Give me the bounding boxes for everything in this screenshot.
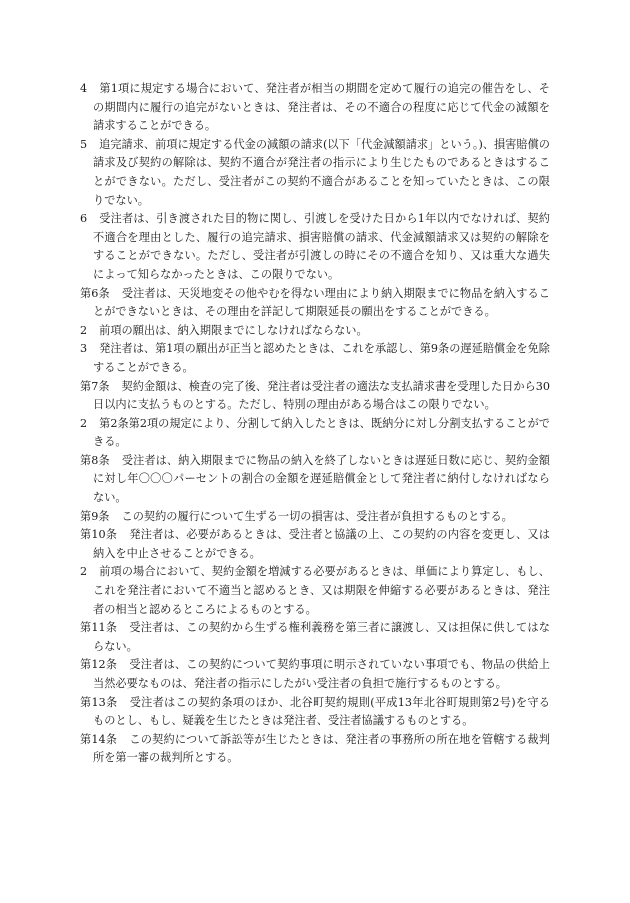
article-text: 受注者は、この契約について契約事項に明示されていない事項でも、物品の供給上当然必要なものは、発注者の指示にしたがい受注者の負担で施行するものとする。 [93, 658, 550, 690]
article-14 [80, 731, 550, 768]
article-7-paragraph-2 [80, 415, 550, 452]
paragraph-number: 2 [80, 565, 88, 579]
article-text: この契約について訴訟等が生じたときは、発注者の事務所の所在地を管轄する裁判所を第一審の裁判所とする。 [93, 732, 550, 765]
article-text: この契約の履行について生ずる一切の損害は、受注者が負担するものとする。 [121, 509, 513, 523]
article-9 [80, 508, 550, 527]
article-10 [80, 526, 550, 563]
article-number: 第14条 [80, 732, 118, 746]
article-text: 受注者はこの契約条項のほか、北谷町契約規則(平成13年北谷町規則第2号)を守るものとし、もし、疑義を生じたときは発注者、受注者協議するものとする。 [93, 695, 550, 728]
contract-document-page [80, 80, 550, 768]
paragraph-text: 前項の願出は、納入期限までにしなければならない。 [99, 323, 368, 337]
paragraph-4 [80, 80, 550, 136]
article-text: 受注者は、この契約から生ずる権利義務を第三者に譲渡し、又は担保に供してはならない。 [93, 621, 550, 653]
article-number: 第6条 [80, 286, 110, 300]
paragraph-6 [80, 210, 550, 284]
article-number: 第12条 [80, 658, 118, 672]
article-7 [80, 378, 550, 415]
article-13 [80, 694, 550, 731]
article-text: 受注者は、天災地変その他やむを得ない理由により納入期限までに物品を納入することができないときは、その理由を詳記して期限延長の願出をすることができる。 [93, 286, 550, 319]
article-number: 第9条 [80, 509, 110, 523]
paragraph-text: 第2条第2項の規定により、分割して納入したときは、既納分に対し分割支払することができる。 [93, 416, 550, 449]
article-number: 第13条 [80, 695, 118, 709]
article-8 [80, 452, 550, 508]
paragraph-number: 3 [80, 342, 88, 356]
article-12 [80, 656, 550, 693]
article-text: 契約金額は、検査の完了後、発注者は受注者の適法な支払請求書を受理した日から30日以内に支払うものとする。ただし、特別の理由がある場合はこの限りでない。 [93, 379, 550, 412]
paragraph-text: 第1項に規定する場合において、発注者が相当の期間を定めて履行の追完の催告をし、その期間内に履行の追完がないときは、発注者は、その不適合の程度に応じて代金の減額を請求することができる。 [93, 82, 550, 133]
paragraph-number: 2 [80, 416, 88, 430]
paragraph-number: 2 [80, 323, 88, 337]
article-6-paragraph-2 [80, 322, 550, 341]
paragraph-text: 受注者は、引き渡された目的物に関し、引渡しを受けた日から1年以内でなければ、契約不適合を理由とした、履行の追完請求、損害賠償の請求、代金減額請求又は契約の解除をすることができない。ただし、受注者が引渡しの時にその不適合を知り、又は重大な過失によって知らなかったときは、この限りでない。 [93, 212, 550, 281]
paragraph-text: 追完請求、前項に規定する代金の減額の請求(以下「代金減額請求」という。)、損害賠償の請求及び契約の解除は、契約不適合が発注者の指示により生じたものであるときはすることができない。ただし、受注者がこの契約不適合があることを知っていたときは、この限りでない。 [93, 137, 550, 207]
article-6-paragraph-3 [80, 340, 550, 377]
article-11 [80, 619, 550, 656]
paragraph-number: 4 [80, 82, 88, 95]
paragraph-text: 前項の場合において、契約金額を増減する必要があるときは、単価により算定し、もし、これを発注者において不適当と認めるとき、又は期限を伸縮する必要があるときは、発注者の相当と認めるところによるものとする。 [93, 565, 550, 616]
article-number: 第11条 [80, 621, 118, 635]
paragraph-5 [80, 136, 550, 210]
article-number: 第7条 [80, 379, 110, 393]
article-10-paragraph-2 [80, 563, 550, 619]
paragraph-number: 5 [80, 137, 88, 151]
article-6 [80, 285, 550, 322]
paragraph-text: 発注者は、第1項の願出が正当と認めたときは、これを承認し、第9条の遅延賠償金を免除することができる。 [93, 342, 550, 374]
article-number: 第10条 [80, 528, 118, 542]
article-text: 受注者は、納入期限までに物品の納入を終了しないときは遅延日数に応じ、契約金額に対し年〇〇〇パーセントの割合の金額を遅延賠償金として発注者に納付しなければならない。 [93, 453, 550, 505]
article-text: 発注者は、必要があるときは、受注者と協議の上、この契約の内容を変更し、又は納入を中止させることができる。 [93, 528, 550, 560]
article-number: 第8条 [80, 453, 110, 467]
paragraph-number: 6 [80, 212, 88, 226]
